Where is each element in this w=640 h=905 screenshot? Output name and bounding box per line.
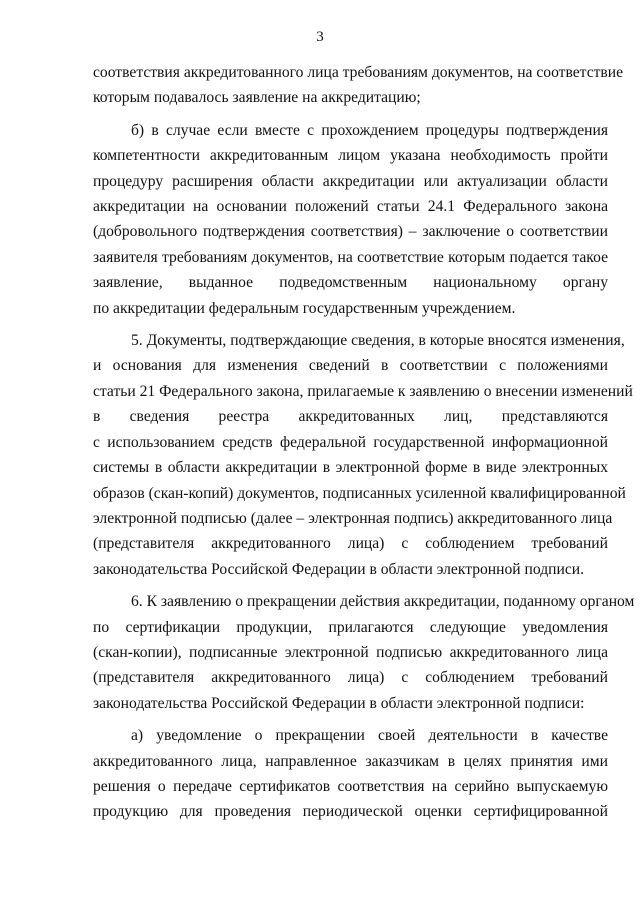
text-line: (добровольного подтверждения соответствия) – заключение о соответствии [93,223,608,241]
text-line: соответствия аккредитованного лица требованиям документов, на соответствие [93,64,624,81]
text-line: аккредитованного лица, направленное заказчикам в целях принятия ими [93,752,608,770]
text-line: и основания для изменения сведений в соответствии с положениями [93,357,608,375]
paragraph-p3 [93,328,633,582]
text-line: образов (скан-копий) документов, подписанных усиленной квалифицированной [93,484,626,502]
text-line: электронной подписью (далее – электронная подпись) аккредитованного лица [93,509,613,527]
paragraph-p5 [93,723,608,825]
text-line: (скан-копии), подписанные электронной подписью аккредитованного лица [93,643,608,661]
text-line: в сведения реестра аккредитованных лиц, представляются [93,408,608,426]
text-line: продукцию для проведения периодической оценки сертифицированной [93,803,608,821]
text-line: процедуру расширения области аккредитации или актуализации области [93,172,608,190]
paragraph-p1 [93,60,624,111]
text-line: б) в случае если вместе с прохождением процедуры подтверждения [131,121,608,139]
text-line: законодательства Российской Федерации в области электронной подписи: [93,694,585,712]
text-line: аккредитации на основании положений статьи 24.1 Федерального закона [93,198,608,216]
text-line: законодательства Российской Федерации в области электронной подписи. [93,560,585,578]
text-line: а) уведомление о прекращении своей деятельности в качестве [131,727,608,745]
text-line: (представителя аккредитованного лица) с соблюдением требований [93,535,608,553]
text-line: компетентности аккредитованным лицом указана необходимость пройти [93,147,608,165]
text-line: с использованием средств федеральной государственной информационной [93,433,608,451]
text-line: (представителя аккредитованного лица) с соблюдением требований [93,669,608,687]
text-line: заявителя требованиям документов, на соответствие которым подается такое [93,248,608,266]
text-line: заявление, выданное подведомственным национальному органу [93,274,608,292]
text-line: 6. К заявлению о прекращении действия аккредитации, поданному органом [131,593,635,611]
text-line: по аккредитации федеральным государственным учреждением. [93,299,516,317]
text-line: 5. Документы, подтверждающие сведения, в которые вносятся изменения, [131,332,625,350]
page-number: 3 [316,29,324,45]
text-line: системы в области аккредитации в электронной форме в виде электронных [93,459,608,477]
paragraph-p2 [93,118,608,321]
text-line: статьи 21 Федерального закона, прилагаемые к заявлению о внесении изменений [93,382,633,400]
text-line: по сертификации продукции, прилагаются следующие уведомления [93,618,608,636]
paragraph-p4 [93,589,635,716]
text-line: решения о передаче сертификатов соответствия на серийно выпускаемую [93,777,608,795]
document-body [93,60,635,832]
text-line: которым подавалось заявление на аккредитацию; [93,89,421,107]
